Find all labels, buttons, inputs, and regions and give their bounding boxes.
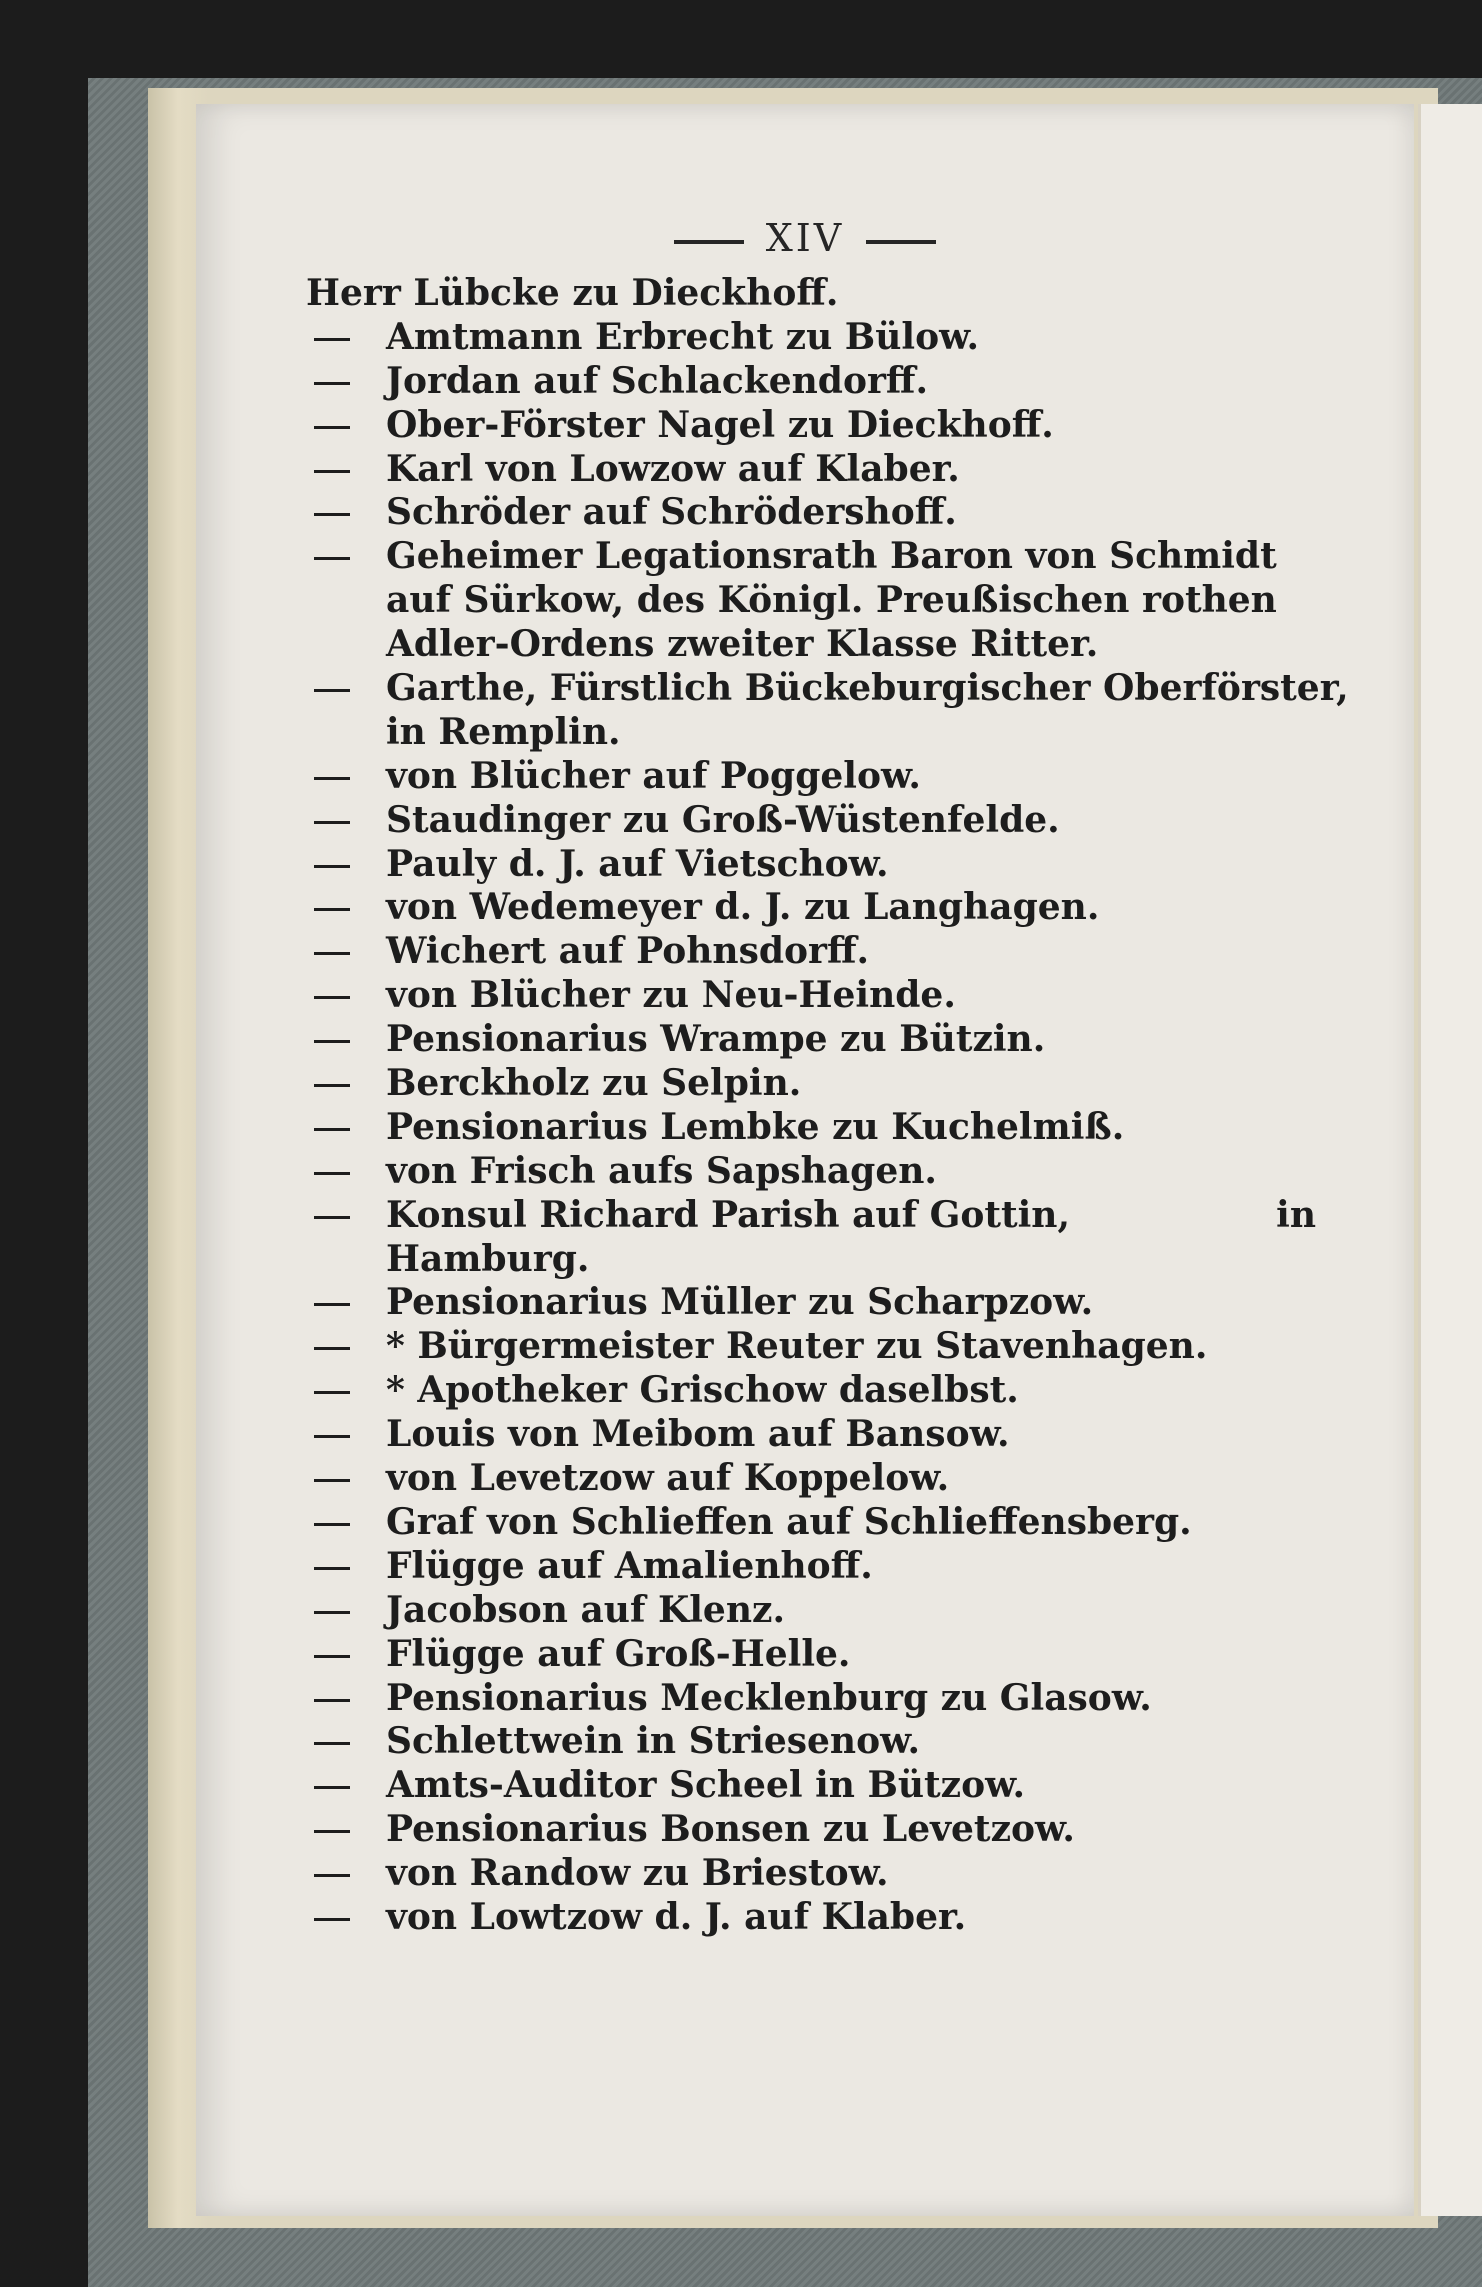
- page-header: [196, 216, 1414, 260]
- entry-text: von Frisch aufs Sapshagen.: [386, 1149, 937, 1192]
- entry-line: [306, 1194, 1316, 1238]
- em-dash-mark: [314, 1611, 350, 1614]
- em-dash-mark: [314, 777, 350, 780]
- entry-text: Ober-Förster Nagel zu Dieckhoff.: [386, 403, 1054, 446]
- em-dash-mark: [314, 513, 350, 516]
- entry-line: [306, 535, 1316, 579]
- em-dash-mark: [314, 821, 350, 824]
- entry-text: Staudinger zu Groß-Wüstenfelde.: [386, 798, 1060, 841]
- entry-text: * Bürgermeister Reuter zu Stavenhagen.: [386, 1325, 1208, 1368]
- entry-list: [306, 272, 1349, 1940]
- entry-text: Graf von Schlieffen auf Schlieffensberg.: [386, 1500, 1192, 1543]
- entry-line: [306, 799, 1316, 843]
- entry-line: [306, 974, 1316, 1018]
- em-dash-mark: [314, 908, 350, 911]
- entry-line: [306, 272, 1316, 316]
- em-dash-mark: [314, 1040, 350, 1043]
- entry-text: von Lowtzow d. J. auf Klaber.: [386, 1895, 967, 1938]
- entry-line: [306, 667, 1349, 711]
- entry-line: [306, 843, 1316, 887]
- entry-text: von Randow zu Briestow.: [386, 1852, 889, 1895]
- entry-text: Wichert auf Pohnsdorff.: [386, 930, 870, 973]
- entry-text: Pensionarius Müller zu Scharpzow.: [386, 1281, 1094, 1324]
- entry-line: [306, 1589, 1316, 1633]
- entry-text: Geheimer Legationsrath Baron von Schmidt: [386, 535, 1277, 578]
- book-page: [196, 104, 1414, 2216]
- entry-text: Garthe, Fürstlich Bückeburgischer Oberförster,: [386, 667, 1349, 710]
- em-dash-mark: [314, 1172, 350, 1175]
- em-dash-mark: [314, 865, 350, 868]
- em-dash-mark: [314, 1874, 350, 1877]
- entry-text: Herr Lübcke zu Dieckhoff.: [306, 272, 839, 314]
- entry-line: [306, 1369, 1316, 1413]
- entry-text: von Blücher auf Poggelow.: [386, 754, 921, 797]
- entry-line: [306, 1281, 1316, 1325]
- entry-line: [306, 1150, 1316, 1194]
- entry-text: auf Sürkow, des Königl. Preußischen rothen: [386, 579, 1277, 622]
- page-number: XIV: [765, 216, 845, 260]
- entry-text: Amtmann Erbrecht zu Bülow.: [386, 315, 979, 358]
- entry-line: [306, 360, 1316, 404]
- entry-text: Pensionarius Mecklenburg zu Glasow.: [386, 1676, 1152, 1719]
- em-dash-mark: [314, 1347, 350, 1350]
- entry-line: [306, 1413, 1316, 1457]
- entry-text: Pensionarius Wrampe zu Bützin.: [386, 1018, 1046, 1061]
- entry-line: [306, 1896, 1316, 1940]
- em-dash-mark: [314, 1742, 350, 1745]
- entry-line: [306, 1325, 1316, 1369]
- entry-line: [306, 1808, 1316, 1852]
- em-dash-mark: [314, 470, 350, 473]
- entry-text: Flügge auf Amalienhoff.: [386, 1544, 873, 1587]
- entry-text: von Levetzow auf Koppelow.: [386, 1457, 950, 1500]
- entry-text: Hamburg.: [386, 1237, 590, 1280]
- entry-line: [306, 886, 1316, 930]
- header-dash-left: [674, 240, 744, 244]
- header-dash-right: [866, 240, 936, 244]
- em-dash-mark: [314, 426, 350, 429]
- entry-line: [306, 448, 1316, 492]
- em-dash-mark: [314, 689, 350, 692]
- entry-text: Jordan auf Schlackendorff.: [386, 359, 929, 402]
- entry-text: in Remplin.: [386, 710, 621, 753]
- entry-line: [306, 1238, 1316, 1282]
- entry-line: [306, 1018, 1316, 1062]
- entry-line: [306, 1764, 1316, 1808]
- em-dash-mark: [314, 1128, 350, 1131]
- entry-text: Flügge auf Groß-Helle.: [386, 1632, 851, 1675]
- em-dash-mark: [314, 1830, 350, 1833]
- em-dash-mark: [314, 1523, 350, 1526]
- em-dash-mark: [314, 1786, 350, 1789]
- em-dash-mark: [314, 1216, 350, 1219]
- entry-line: [306, 1106, 1316, 1150]
- entry-text: Pensionarius Lembke zu Kuchelmiß.: [386, 1105, 1125, 1148]
- adjacent-page-edge: [1418, 104, 1482, 2216]
- em-dash-mark: [314, 1567, 350, 1570]
- entry-text: Adler-Ordens zweiter Klasse Ritter.: [386, 623, 1099, 666]
- em-dash-mark: [314, 996, 350, 999]
- entry-text: Konsul Richard Parish auf Gottin,: [386, 1193, 1070, 1236]
- entry-text: Schlettwein in Striesenow.: [386, 1720, 921, 1763]
- em-dash-mark: [314, 1699, 350, 1702]
- entry-line: [306, 623, 1316, 667]
- entry-line: [306, 755, 1316, 799]
- em-dash-mark: [314, 1303, 350, 1306]
- entry-line: [306, 491, 1316, 535]
- em-dash-mark: [314, 338, 350, 341]
- entry-text: Pensionarius Bonsen zu Levetzow.: [386, 1808, 1075, 1851]
- entry-text-right: in: [1276, 1193, 1316, 1236]
- em-dash-mark: [314, 952, 350, 955]
- entry-text: Pauly d. J. auf Vietschow.: [386, 842, 889, 885]
- entry-line: [306, 1545, 1316, 1589]
- entry-text: von Blücher zu Neu-Heinde.: [386, 974, 956, 1017]
- entry-line: [306, 1852, 1316, 1896]
- entry-text: Louis von Meibom auf Bansow.: [386, 1413, 1010, 1456]
- entry-line: [306, 1457, 1316, 1501]
- entry-line: [306, 930, 1316, 974]
- em-dash-mark: [314, 1479, 350, 1482]
- entry-text: Karl von Lowzow auf Klaber.: [386, 447, 960, 490]
- entry-line: [306, 316, 1316, 360]
- em-dash-mark: [314, 1391, 350, 1394]
- entry-line: [306, 1677, 1316, 1721]
- entry-line: [306, 1062, 1316, 1106]
- entry-text: * Apotheker Grischow daselbst.: [386, 1369, 1019, 1412]
- entry-text: Amts-Auditor Scheel in Bützow.: [386, 1764, 1026, 1807]
- entry-text: Berckholz zu Selpin.: [386, 1062, 802, 1105]
- entry-line: [306, 1501, 1316, 1545]
- em-dash-mark: [314, 382, 350, 385]
- entry-line: [306, 1633, 1316, 1677]
- entry-line: [306, 404, 1316, 448]
- em-dash-mark: [314, 1918, 350, 1921]
- em-dash-mark: [314, 557, 350, 560]
- em-dash-mark: [314, 1435, 350, 1438]
- em-dash-mark: [314, 1655, 350, 1658]
- entry-line: [306, 579, 1316, 623]
- entry-text: von Wedemeyer d. J. zu Langhagen.: [386, 886, 1100, 929]
- entry-text: Jacobson auf Klenz.: [386, 1588, 785, 1631]
- entry-line: [306, 1720, 1316, 1764]
- em-dash-mark: [314, 1084, 350, 1087]
- entry-text: Schröder auf Schrödershoff.: [386, 491, 957, 534]
- entry-line: [306, 711, 1316, 755]
